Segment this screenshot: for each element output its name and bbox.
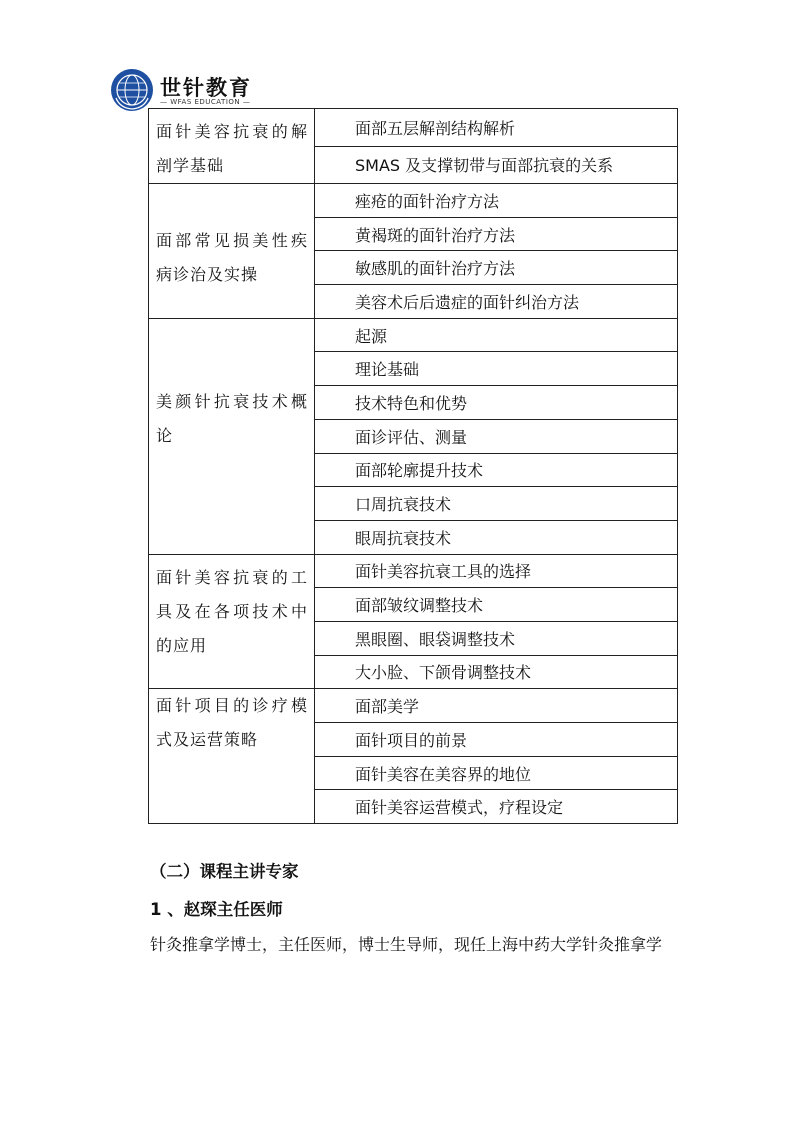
topic-cell: 面部轮廓提升技术 [315, 453, 678, 487]
header-logo [110, 68, 310, 112]
topic-cell: 面部皱纹调整技术 [315, 588, 678, 622]
topic-cell: 起源 [315, 318, 678, 352]
table-row [149, 184, 678, 218]
expert-description: 针灸推拿学博士，主任医师，博士生导师，现任上海中药大学针灸推拿学 [150, 935, 663, 954]
topic-cell: 眼周抗衰技术 [315, 520, 678, 554]
topic-cell: 面部美学 [315, 689, 678, 723]
module-cell [149, 109, 315, 184]
brand-subtitle: — WFAS EDUCATION — [160, 98, 251, 106]
curriculum-table [148, 108, 678, 824]
module-cell [149, 184, 315, 319]
topic-cell: 黑眼圈、眼袋调整技术 [315, 621, 678, 655]
module-cell [149, 318, 315, 554]
topic-cell: 面针项目的前景 [315, 723, 678, 757]
topic-cell: 面针美容抗衰工具的选择 [315, 554, 678, 588]
topic-cell: SMAS 及支撑韧带与面部抗衰的关系 [315, 146, 678, 184]
topic-cell: 美容术后后遗症的面针纠治方法 [315, 285, 678, 319]
topic-cell: 黄褐斑的面针治疗方法 [315, 217, 678, 251]
module-label: 美颜针抗衰技术概论 [156, 391, 308, 445]
topic-cell: 面诊评估、测量 [315, 419, 678, 453]
topic-cell: 技术特色和优势 [315, 386, 678, 420]
topic-cell: 面部五层解剖结构解析 [315, 109, 678, 147]
section-title: （二）课程主讲专家 [150, 862, 299, 881]
module-label: 面针项目的诊疗模式及运营策略 [156, 696, 308, 750]
topic-cell: 痤疮的面针治疗方法 [315, 184, 678, 218]
module-cell [149, 554, 315, 689]
module-label: 面部常见损美性疾病诊治及实操 [156, 231, 308, 284]
topic-cell: 理论基础 [315, 352, 678, 386]
table-row [149, 554, 678, 588]
table-row [149, 109, 678, 147]
topic-cell: 面针美容在美容界的地位 [315, 756, 678, 790]
globe-laurel-logo-icon [110, 68, 154, 112]
module-label: 面针美容抗衰的工具及在各项技术中的应用 [156, 567, 308, 655]
expert-name: 1 、赵琛主任医师 [150, 900, 283, 919]
topic-cell: 大小脸、下颌骨调整技术 [315, 655, 678, 689]
module-label: 面针美容抗衰的解剖学基础 [156, 122, 308, 175]
module-cell [149, 689, 315, 824]
brand-name: 世针教育 [160, 76, 252, 100]
topic-cell: 面针美容运营模式，疗程设定 [315, 790, 678, 824]
table-row [149, 689, 678, 723]
topic-cell: 敏感肌的面针治疗方法 [315, 251, 678, 285]
topic-cell: 口周抗衰技术 [315, 487, 678, 521]
table-row [149, 318, 678, 352]
